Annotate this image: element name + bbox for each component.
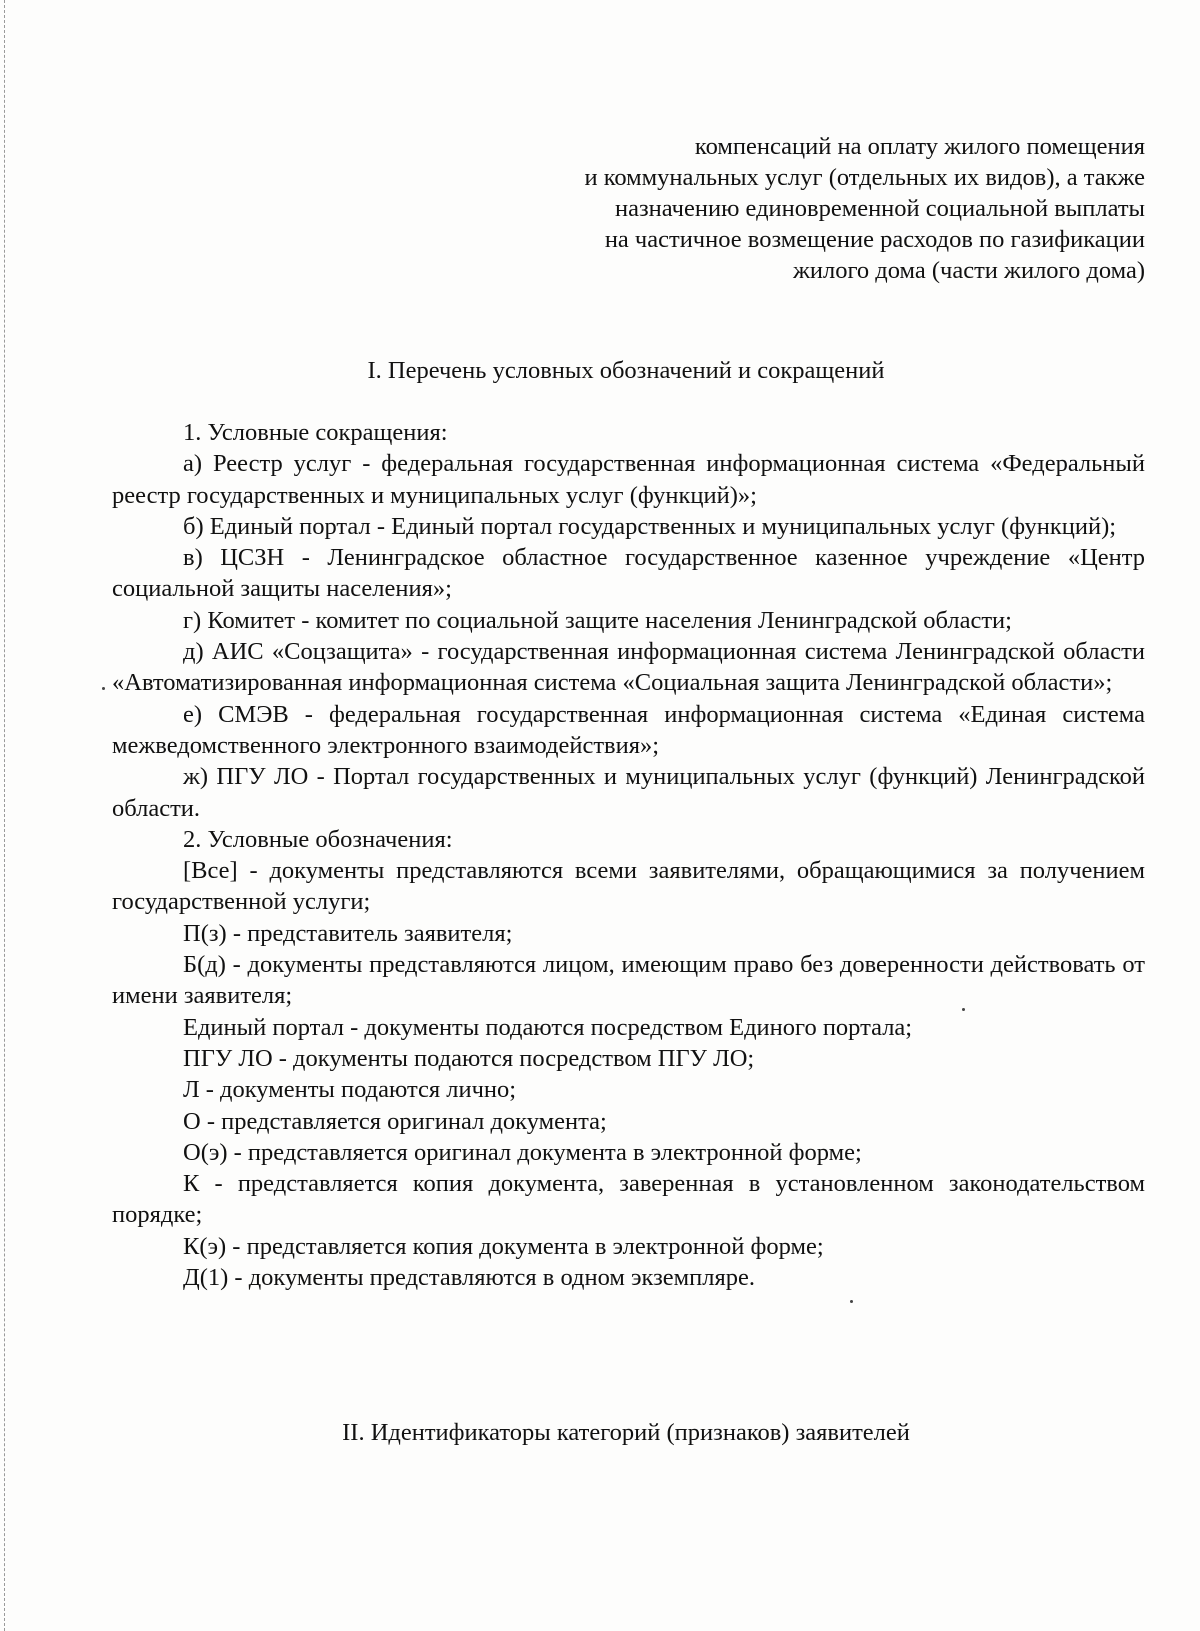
section-1-heading: I. Перечень условных обозначений и сокращений: [367, 357, 885, 384]
paragraph-copy-electronic: К(э) - представляется копия документа в электронной форме;: [183, 1232, 824, 1260]
paragraph-original: О - представляется оригинал документа;: [183, 1107, 607, 1135]
scan-speck: [850, 1300, 853, 1303]
paragraph-cszn: в) ЦСЗН - Ленинградское областное государственное казенное учреждение «Центр социальной защиты населения»;: [112, 544, 1145, 603]
paragraph-designations-title: 2. Условные обозначения:: [183, 825, 453, 853]
paragraph-unified-portal: б) Единый портал - Единый портал государственных и муниципальных услуг (функций);: [183, 512, 1117, 540]
paragraph-committee: г) Комитет - комитет по социальной защите населения Ленинградской области;: [183, 606, 1012, 634]
paragraph-pgu-lo: ж) ПГУ ЛО - Портал государственных и муниципальных услуг (функций) Ленинградской области.: [112, 763, 1145, 822]
paragraph-without-power-of-attorney: Б(д) - документы представляются лицом, имеющим право без доверенности действовать от имени заявителя;: [112, 951, 1145, 1010]
paragraph-one-copy: Д(1) - документы представляются в одном экземпляре.: [183, 1264, 756, 1292]
header-line: и коммунальных услуг (отдельных их видов), а также: [584, 164, 1145, 191]
paragraph-abbreviations-title: 1. Условные сокращения:: [183, 419, 448, 446]
paragraph-certified-copy: К - представляется копия документа, заверенная в установленном законодательством порядке;: [112, 1170, 1145, 1229]
section-1-body: [112, 417, 1145, 1293]
header-line: жилого дома (части жилого дома): [792, 257, 1145, 284]
document-header-continuation: [445, 131, 1145, 286]
paragraph-via-pgu-lo: ПГУ ЛО - документы подаются посредством ПГУ ЛО;: [183, 1044, 755, 1072]
paragraph-all: [Все] - документы представляются всеми заявителями, обращающимися за получением государственной услуги;: [112, 857, 1145, 916]
paragraph-ais: д) АИС «Соцзащита» - государственная информационная система Ленинградской области «Автоматизированная информационная система «Социальная защита Ленинградской области»;: [112, 638, 1145, 697]
section-2-heading: II. Идентификаторы категорий (признаков) заявителей: [342, 1419, 910, 1446]
scan-edge-line: [4, 0, 5, 1631]
header-line: назначению единовременной социальной выплаты: [615, 195, 1145, 222]
header-line: на частичное возмещение расходов по газификации: [604, 226, 1145, 253]
header-line: компенсаций на оплату жилого помещения: [694, 133, 1145, 160]
paragraph-representative: П(з) - представитель заявителя;: [183, 919, 513, 947]
paragraph-via-unified-portal: Единый портал - документы подаются посредством Единого портала;: [183, 1013, 913, 1041]
paragraph-original-electronic: О(э) - представляется оригинал документа в электронной форме;: [183, 1138, 862, 1166]
paragraph-in-person: Л - документы подаются лично;: [183, 1076, 517, 1104]
scan-speck: [962, 1008, 965, 1011]
paragraph-registry: а) Реестр услуг - федеральная государственная информационная система «Федеральный реестр государственных и муниципальных услуг (функций)»;: [112, 450, 1145, 509]
scan-speck: [102, 687, 105, 690]
paragraph-smev: е) СМЭВ - федеральная государственная информационная система «Единая система межведомственного электронного взаимодействия»;: [112, 700, 1145, 759]
